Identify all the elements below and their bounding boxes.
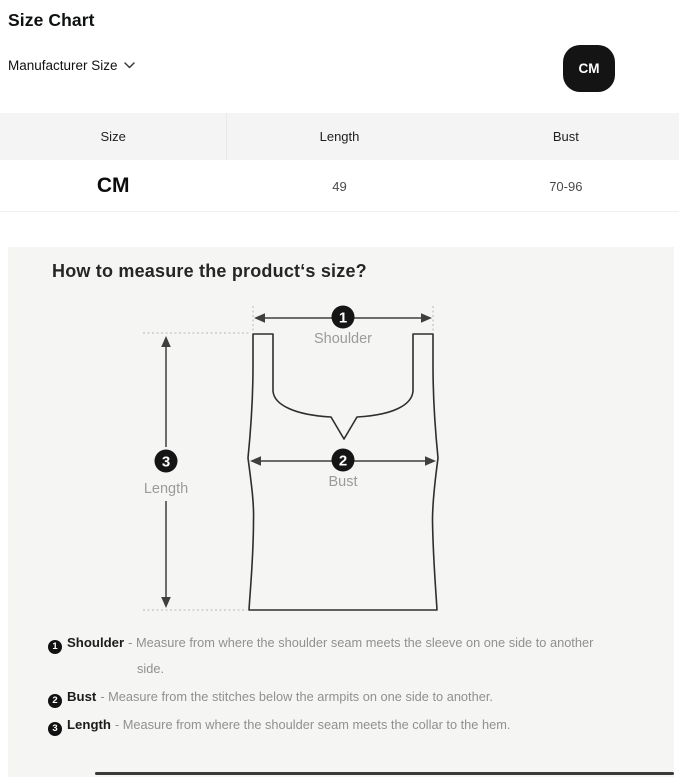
note-term: Length	[67, 717, 111, 732]
length-number-badge	[155, 450, 178, 473]
header-cell-length: Length	[319, 129, 360, 144]
measure-heading: How to measure the product‘s size?	[52, 261, 367, 281]
size-table-header	[0, 113, 679, 160]
header-cell-bust: Bust	[552, 129, 579, 144]
table-row	[0, 160, 679, 212]
unit-cm-button[interactable]: CM	[563, 45, 615, 92]
garment-measure-diagram	[130, 296, 460, 622]
horizontal-scrollbar[interactable]	[95, 772, 674, 775]
chevron-down-icon	[124, 62, 135, 69]
shoulder-label: Shoulder	[313, 331, 373, 347]
svg-text:3: 3	[161, 453, 171, 471]
note-description: - Measure from where the shoulder seam meets the sleeve on one side to another side.	[128, 635, 594, 676]
note-term: Bust	[67, 689, 97, 704]
how-to-measure-panel	[8, 247, 674, 777]
note-number-badge: 1	[48, 640, 62, 654]
page-title: Size Chart	[8, 10, 95, 30]
dotted-guide-lines	[143, 306, 433, 610]
row-cell-bust: 70-96	[549, 178, 583, 194]
note-description: - Measure from where the shoulder seam meets the collar to the hem.	[114, 717, 511, 732]
bust-number-badge	[332, 449, 355, 472]
svg-text:1: 1	[338, 309, 348, 327]
note-bust	[48, 684, 613, 710]
length-label: Length	[143, 481, 189, 497]
row-cell-size: CM	[96, 174, 130, 197]
tank-top-outline	[248, 334, 438, 610]
header-cell-size: Size	[100, 129, 126, 144]
note-number-badge: 2	[48, 694, 62, 708]
bust-label: Bust	[328, 474, 358, 490]
table-row-underline	[0, 211, 679, 212]
shoulder-number-badge	[332, 306, 355, 329]
note-description: - Measure from the stitches below the armpits on one side to another.	[100, 689, 493, 704]
svg-text:2: 2	[338, 452, 348, 470]
row-cell-length: 49	[332, 178, 347, 194]
manufacturer-size-label: Manufacturer Size	[8, 58, 118, 73]
note-term: Shoulder	[67, 635, 125, 650]
note-number-badge: 3	[48, 722, 62, 736]
manufacturer-size-dropdown[interactable]	[8, 58, 135, 73]
note-length	[48, 712, 613, 738]
note-shoulder	[48, 630, 613, 682]
